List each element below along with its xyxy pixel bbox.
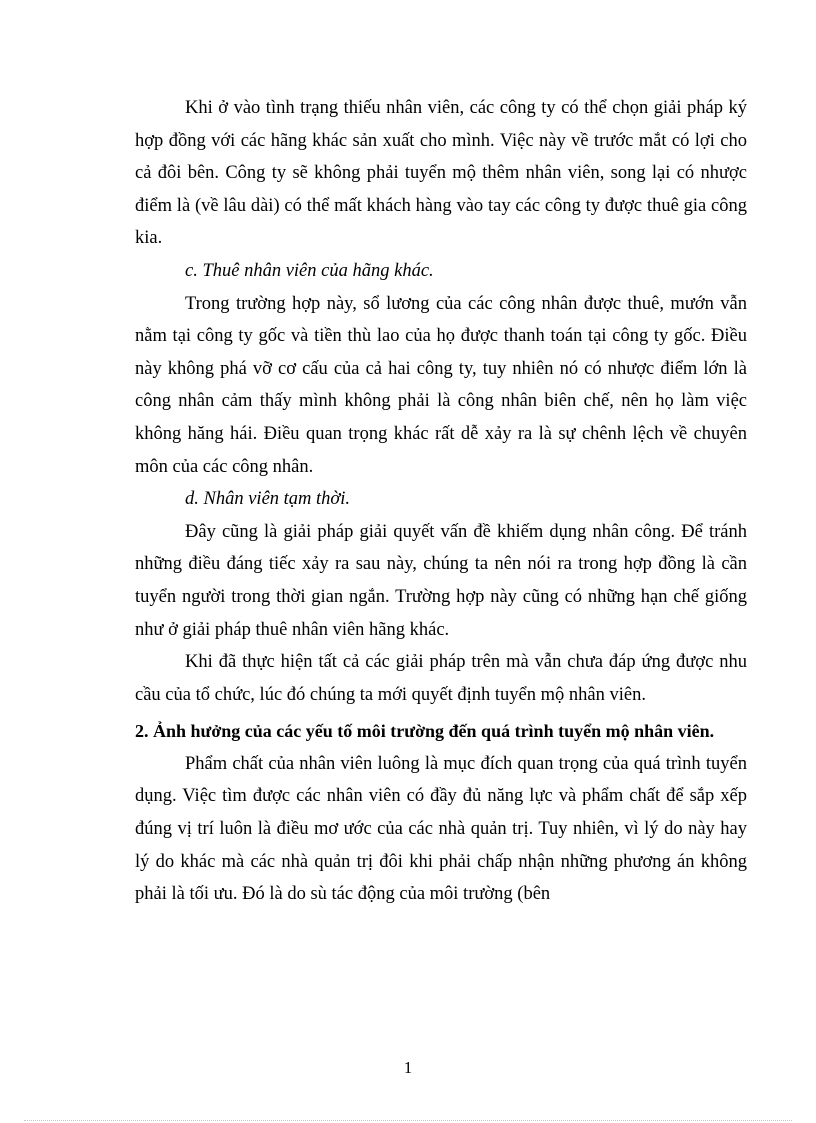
page-number: 1	[403, 1058, 413, 1077]
subheading-temporary-staff: d. Nhân viên tạm thời.	[185, 489, 351, 510]
paragraph-hire-other-company-staff: Trong trường hợp này, sổ lương của các công nhân được thuê, mướn vẫn nằm tại công ty gốc và tiền thù lao của họ được thanh toán tại công ty gốc. Điều này không phá vỡ cơ cấu của cả hai công ty, tuy nhiên nó có nhược điểm lớn là công nhân cảm thấy mình không phải là công nhân biên chế, nên họ làm việc không hăng hái. Điều quan trọng khác rất dễ xảy ra là sự chênh lệch về chuyên môn của các công nhân.	[135, 293, 747, 477]
document-body	[135, 92, 747, 911]
paragraph-decision-to-recruit: Khi đã thực hiện tất cả các giải pháp trên mà vẫn chưa đáp ứng được nhu cầu của tổ chức, lúc đó chúng ta mới quyết định tuyển mộ nhân viên.	[135, 652, 747, 705]
paragraph-temporary-staff: Đây cũng là giải pháp giải quyết vấn đề khiếm dụng nhân công. Để tránh những điều đáng tiếc xảy ra sau này, chúng ta nên nói ra trong hợp đồng là cần tuyển người trong thời gian ngắn. Trường hợp này cũng có những hạn chế giống như ở giải pháp thuê nhân viên hãng khác.	[135, 521, 747, 640]
paragraph-outsourcing: Khi ở vào tình trạng thiếu nhân viên, các công ty có thể chọn giải pháp ký hợp đồng với các hãng khác sản xuất cho mình. Việc này về trước mắt có lợi cho cả đôi bên. Công ty sẽ không phải tuyển mộ thêm nhân viên, song lại có nhược điểm là (về lâu dài) có thể mất khách hàng vào tay các công ty được thuê gia công kia.	[135, 98, 747, 249]
section-heading-environment-factors: 2. Ảnh hưởng của các yếu tố môi trường đến quá trình tuyển mộ nhân viên.	[135, 721, 715, 742]
subheading-hire-other-company-staff: c. Thuê nhân viên của hãng khác.	[185, 260, 434, 281]
paragraph-staff-quality: Phẩm chất của nhân viên luông là mục đích quan trọng của quá trình tuyển dụng. Việc tìm được các nhân viên có đầy đủ năng lực và phẩm chất để sắp xếp đúng vị trí luôn là điều mơ ước của các nhà quản trị. Tuy nhiên, vì lý do này hay lý do khác mà các nhà quản trị đôi khi phải chấp nhận những phương án không phải là tối ưu. Đó là do sù tác động của môi trường (bên	[135, 753, 747, 905]
page-bottom-divider	[24, 1120, 792, 1121]
